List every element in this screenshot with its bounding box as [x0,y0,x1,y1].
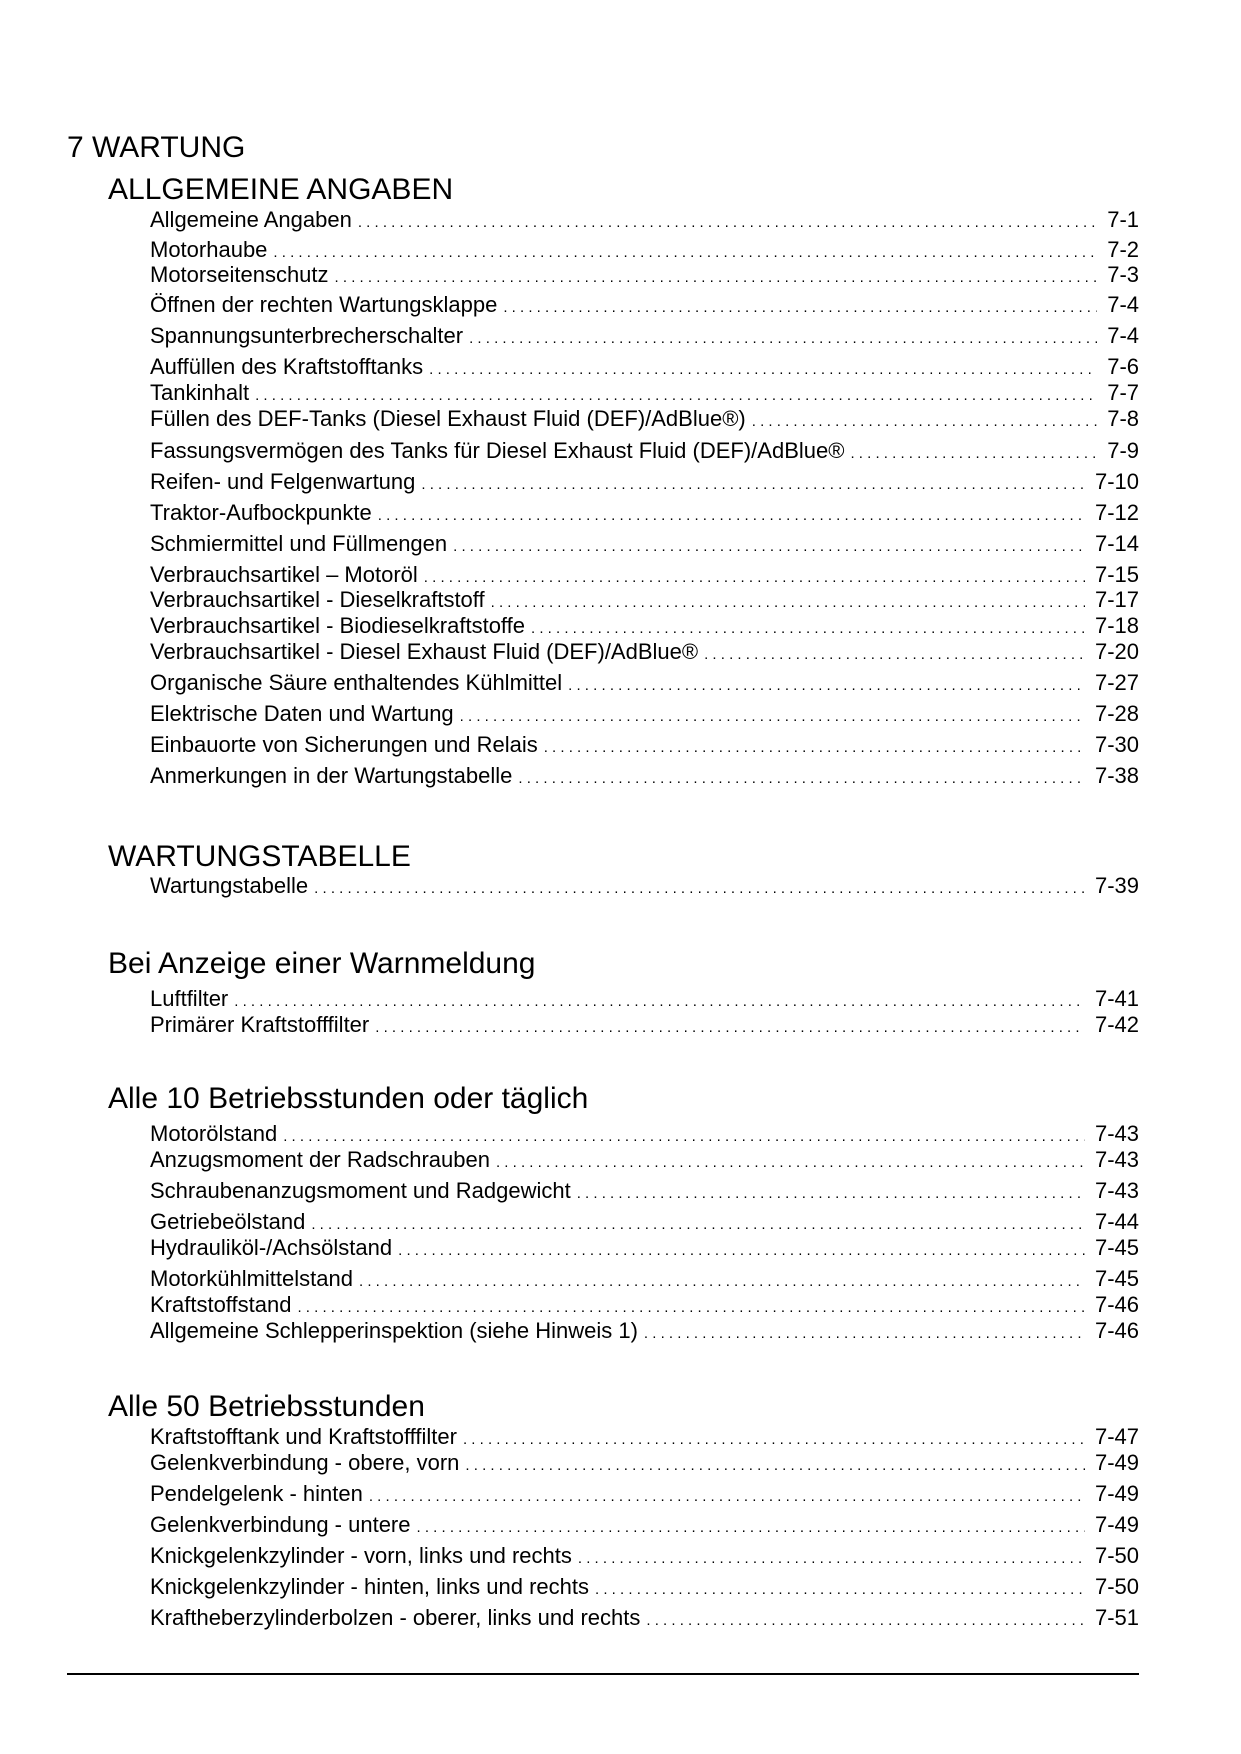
entry-page: 7-8 [1107,406,1139,431]
entry-label: Verbrauchsartikel - Diesel Exhaust Fluid (DEF)/AdBlue® [150,639,699,664]
dot-leader [568,670,1085,699]
entry-label: Kraftstoffstand [150,1292,292,1317]
entry-label: Kraftstofftank und Kraftstofffilter [150,1424,457,1449]
entry-label: Motorkühlmittelstand [150,1266,353,1291]
entry-page: 7-43 [1094,1121,1139,1146]
toc-entry[interactable] [150,1512,1139,1538]
entry-label: Organische Säure enthaltendes Kühlmittel [150,670,563,695]
toc-entry[interactable] [150,1235,1139,1261]
dot-leader [704,639,1085,668]
entry-page: 7-27 [1094,670,1139,695]
entry-page: 7-44 [1094,1209,1139,1234]
entry-page: 7-14 [1094,531,1139,556]
entry-page: 7-4 [1107,292,1139,317]
entry-label: Gelenkverbindung - untere [150,1512,411,1537]
entry-page: 7-20 [1094,639,1139,664]
dot-leader [378,500,1085,529]
dot-leader [283,1121,1085,1150]
entry-page: 7-45 [1094,1235,1139,1260]
chapter-title: 7 WARTUNG [67,131,246,164]
dot-leader [429,354,1097,383]
dot-leader [850,438,1097,467]
dot-leader [463,1424,1085,1453]
dot-leader [496,1147,1085,1176]
entry-label: Fassungsvermögen des Tanks für Diesel Exhaust Fluid (DEF)/AdBlue® [150,438,845,463]
dot-leader [531,613,1085,642]
dot-leader [297,1292,1085,1321]
entry-label: Schmiermittel und Füllmengen [150,531,448,556]
toc-entry[interactable] [150,469,1139,495]
entry-page: 7-43 [1094,1178,1139,1203]
entry-page: 7-3 [1107,262,1139,287]
dot-leader [375,1012,1085,1041]
dot-leader [335,262,1098,291]
dot-leader [314,873,1085,902]
entry-page: 7-17 [1094,587,1139,612]
entry-label: Motorhaube [150,237,268,262]
toc-entry[interactable] [150,207,1139,233]
entry-label: Reifen- und Felgenwartung [150,469,416,494]
entry-label: Tankinhalt [150,380,250,405]
entry-label: Einbauorte von Sicherungen und Relais [150,732,538,757]
toc-entry[interactable] [150,613,1139,639]
toc-entry[interactable] [150,1209,1139,1235]
dot-leader [234,986,1085,1015]
dot-leader [465,1450,1085,1479]
dot-leader [398,1235,1085,1264]
dot-leader [417,1512,1085,1541]
entry-label: Allgemeine Schlepperinspektion (siehe Hinweis 1) [150,1318,638,1343]
toc-entry[interactable] [150,380,1139,406]
toc-entry[interactable] [150,587,1139,613]
entry-page: 7-2 [1107,237,1139,262]
entry-page: 7-9 [1107,438,1139,463]
toc-entry[interactable] [150,1147,1139,1173]
entry-label: Hydrauliköl-/Achsölstand [150,1235,393,1260]
entry-page: 7-12 [1094,500,1139,525]
toc-entry[interactable] [150,670,1139,696]
toc-entry[interactable] [150,406,1139,432]
dot-leader [503,292,1097,321]
dot-leader [577,1178,1085,1207]
dot-leader [469,323,1097,352]
section-title: WARTUNGSTABELLE [108,840,411,873]
entry-label: Schraubenanzugsmoment und Radgewicht [150,1178,571,1203]
toc-entry[interactable] [150,1121,1139,1147]
entry-label: Knickgelenkzylinder - vorn, links und rechts [150,1543,572,1568]
entry-label: Elektrische Daten und Wartung [150,701,454,726]
section-title: ALLGEMEINE ANGABEN [108,173,454,206]
toc-entry[interactable] [150,1605,1139,1631]
dot-leader [544,732,1085,761]
entry-label: Motorseitenschutz [150,262,329,287]
dot-leader [460,701,1085,730]
section-title: Alle 50 Betriebsstunden [108,1390,425,1423]
dot-leader [491,587,1085,616]
entry-page: 7-49 [1094,1512,1139,1537]
section-title: Bei Anzeige einer Warnmeldung [108,947,536,980]
toc-entry[interactable] [150,323,1139,349]
entry-label: Allgemeine Angaben [150,207,352,232]
entry-page: 7-49 [1094,1450,1139,1475]
entry-page: 7-30 [1094,732,1139,757]
entry-label: Motorölstand [150,1121,278,1146]
entry-label: Getriebeölstand [150,1209,306,1234]
toc-entry[interactable] [150,1012,1139,1038]
entry-page: 7-38 [1094,763,1139,788]
entry-page: 7-15 [1094,562,1139,587]
entry-label: Primärer Kraftstofffilter [150,1012,370,1037]
dot-leader [311,1209,1085,1238]
toc-entry[interactable] [150,500,1139,526]
entry-page: 7-49 [1094,1481,1139,1506]
entry-page: 7-46 [1094,1318,1139,1343]
toc-entry[interactable] [150,1450,1139,1476]
entry-page: 7-28 [1094,701,1139,726]
toc-entry[interactable] [150,1292,1139,1318]
entry-label: Anzugsmoment der Radschrauben [150,1147,490,1172]
toc-entry[interactable] [150,1318,1139,1344]
toc-entry[interactable] [150,1481,1139,1507]
toc-entry[interactable] [150,701,1139,727]
dot-leader [358,207,1097,236]
entry-page: 7-46 [1094,1292,1139,1317]
toc-entry[interactable] [150,354,1139,380]
toc-entry[interactable] [150,438,1139,464]
entry-page: 7-41 [1094,986,1139,1011]
toc-entry[interactable] [150,1424,1139,1450]
toc-entry[interactable] [150,292,1139,318]
entry-label: Traktor-Aufbockpunkte [150,500,372,525]
toc-entry[interactable] [150,639,1139,665]
entry-page: 7-42 [1094,1012,1139,1037]
entry-page: 7-51 [1094,1605,1139,1630]
dot-leader [578,1543,1085,1572]
entry-label: Kraftheberzylinderbolzen - oberer, links und rechts [150,1605,641,1630]
dot-leader [359,1266,1085,1295]
entry-page: 7-10 [1094,469,1139,494]
dot-leader [421,469,1085,498]
toc-entry[interactable] [150,763,1139,789]
entry-label: Pendelgelenk - hinten [150,1481,363,1506]
entry-label: Wartungstabelle [150,873,309,898]
entry-page: 7-50 [1094,1543,1139,1568]
entry-label: Auffüllen des Kraftstofftanks [150,354,424,379]
entry-label: Verbrauchsartikel – Motoröl [150,562,418,587]
toc-entry[interactable] [150,986,1139,1012]
entry-label: Gelenkverbindung - obere, vorn [150,1450,460,1475]
dot-leader [369,1481,1085,1510]
entry-page: 7-7 [1107,380,1139,405]
entry-label: Öffnen der rechten Wartungsklappe [150,292,498,317]
entry-label: Füllen des DEF-Tanks (Diesel Exhaust Fluid (DEF)/AdBlue®) [150,406,746,431]
dot-leader [644,1318,1085,1347]
section-title: Alle 10 Betriebsstunden oder täglich [108,1082,589,1115]
entry-label: Knickgelenkzylinder - hinten, links und rechts [150,1574,590,1599]
entry-label: Verbrauchsartikel - Biodieselkraftstoffe [150,613,525,638]
entry-page: 7-18 [1094,613,1139,638]
toc-entry[interactable] [150,1178,1139,1204]
entry-label: Anmerkungen in der Wartungstabelle [150,763,513,788]
entry-page: 7-1 [1107,207,1139,232]
entry-label: Spannungsunterbrecherschalter [150,323,464,348]
toc-entry[interactable] [150,237,1139,263]
dot-leader [752,406,1097,435]
entry-label: Luftfilter [150,986,229,1011]
footer-rule [67,1673,1139,1675]
dot-leader [518,763,1085,792]
toc-entry[interactable] [150,562,1139,588]
dot-leader [255,380,1097,409]
entry-page: 7-50 [1094,1574,1139,1599]
entry-page: 7-39 [1094,873,1139,898]
entry-page: 7-43 [1094,1147,1139,1172]
toc-entry[interactable] [150,732,1139,758]
toc-entry[interactable] [150,262,1139,288]
toc-entry[interactable] [150,1266,1139,1292]
entry-page: 7-6 [1107,354,1139,379]
entry-page: 7-47 [1094,1424,1139,1449]
dot-leader [595,1574,1085,1603]
entry-page: 7-45 [1094,1266,1139,1291]
entry-page: 7-4 [1107,323,1139,348]
toc-entry[interactable] [150,1574,1139,1600]
dot-leader [646,1605,1085,1634]
toc-entry[interactable] [150,531,1139,557]
toc-entry[interactable] [150,1543,1139,1569]
toc-entry[interactable] [150,873,1139,899]
dot-leader [453,531,1085,560]
entry-label: Verbrauchsartikel - Dieselkraftstoff [150,587,485,612]
